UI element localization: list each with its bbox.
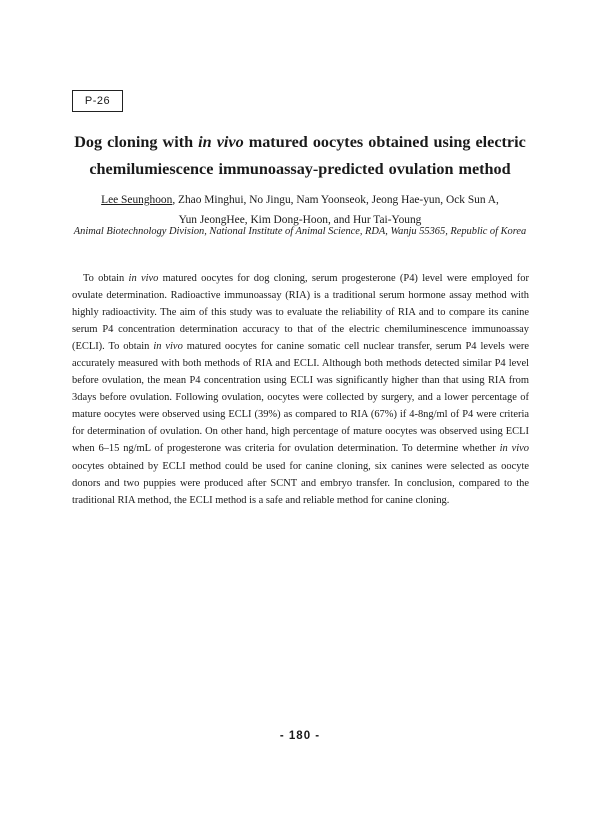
abstract-text-4: oocytes obtained by ECLI method could be used for canine cloning, six canines were selected as oocyte donors and two puppies were produced after SCNT and embryo transfer. In conclusion, compared to the traditional RIA method, the ECLI method is a safe and reliable method for canine cloning.: [72, 460, 529, 506]
abstract-text-1: To obtain: [83, 273, 129, 284]
title-text-b: matured oocytes obtained using electric: [243, 133, 526, 151]
title-italic-term: in vivo: [198, 133, 244, 151]
abstract-italic-3: in vivo: [499, 443, 529, 455]
abstract-italic-2: in vivo: [153, 341, 183, 353]
title-line-1: [40, 129, 560, 156]
abstract-text-2: matured oocytes for dog cloning, serum progesterone (P4) level were employed for ovulate determination. Radioactive immunoassay (RIA) is a traditional serum hormone assay method with highly radioactivity. The aim of this study was to evaluate the reliability of RIA and to compare its canine serum P4 concentration determination accuracy to that of the electric chemiluminescence immunoassay (ECLI). To obtain: [72, 273, 529, 353]
poster-id-badge: P-26: [72, 90, 123, 112]
title-line-2: chemilumiescence immunoassay-predicted ovulation method: [89, 160, 511, 178]
affiliation: Animal Biotechnology Division, National Institute of Animal Science, RDA, Wanju 55365, Republic of Korea: [73, 226, 527, 237]
presenting-author: Lee Seunghoon: [101, 194, 173, 206]
abstract-body: [72, 270, 529, 509]
co-authors-1: , Zhao Minghui, No Jingu, Nam Yoonseok, Jeong Hae-yun, Ock Sun A,: [172, 194, 499, 206]
author-line-1: [40, 191, 560, 211]
paper-title: [40, 129, 560, 183]
abstract-italic-1: in vivo: [128, 273, 159, 284]
abstract-text-3: matured oocytes for canine somatic cell nuclear transfer, serum P4 levels were accurately measured with both methods of RIA and ECLI. Although both methods detected similar P4 level before ovulation, the mean P4 concentration using ECLI was significantly higher than that using RIA from 3days before ovulation. Following ovulation, oocytes were collected by surgery, and a lower percentage of mature oocytes were observed using ECLI (39%) as compared to RIA (67%) if 4-8ng/ml of P4 were criteria for determination of ovulation. On other hand, high percentage of mature oocytes was observed using ECLI when 6–15 ng/mL of progesterone was criteria for ovulation determination. To determine whether: [72, 341, 530, 455]
title-text-a: Dog cloning with: [74, 133, 199, 151]
page-number: - 180 -: [279, 730, 321, 742]
author-line-2: Yun JeongHee, Kim Dong-Hoon, and Hur Tai-Young: [178, 213, 422, 226]
